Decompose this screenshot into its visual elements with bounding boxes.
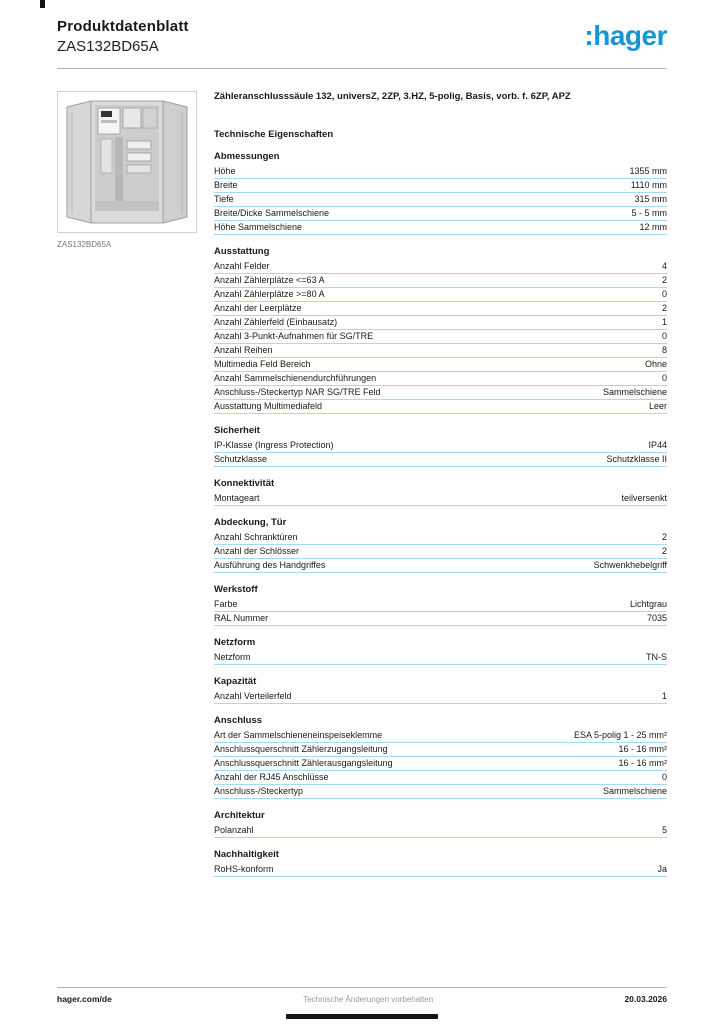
spec-value: 2 xyxy=(661,546,667,557)
section-title: Kapazität xyxy=(214,675,257,687)
spec-row xyxy=(214,598,667,612)
spec-row xyxy=(214,330,667,344)
spec-label: Polanzahl xyxy=(214,825,254,836)
product-id: ZAS132BD65A xyxy=(57,38,159,55)
spec-label: Anschlussquerschnitt Zählerzugangsleitung xyxy=(214,744,388,755)
spec-row xyxy=(214,559,667,573)
spec-row xyxy=(214,179,667,193)
spec-row xyxy=(214,757,667,771)
header-divider xyxy=(57,68,667,69)
content xyxy=(57,91,667,877)
spec-row xyxy=(214,492,667,506)
section-title: Anschluss xyxy=(214,714,263,726)
spec-value: TN-S xyxy=(646,652,667,663)
spec-row xyxy=(214,439,667,453)
spec-label: Schutzklasse xyxy=(214,454,268,465)
spec-value: 5 - 5 mm xyxy=(631,208,667,219)
spec-value: 7035 xyxy=(646,613,667,624)
spec-label: Höhe Sammelschiene xyxy=(214,222,303,233)
spec-column xyxy=(214,91,667,877)
spec-label: Breite/Dicke Sammelschiene xyxy=(214,208,330,219)
spec-value: 12 mm xyxy=(639,222,667,233)
spec-value: 16 - 16 mm² xyxy=(618,744,667,755)
image-column xyxy=(57,91,197,877)
spec-row xyxy=(214,453,667,467)
section-title: Netzform xyxy=(214,636,256,648)
spec-row xyxy=(214,165,667,179)
spec-row xyxy=(214,260,667,274)
spec-value: Lichtgrau xyxy=(629,599,667,610)
spec-value: 1110 mm xyxy=(630,180,667,191)
spec-label: Montageart xyxy=(214,493,260,504)
spec-label: Art der Sammelschieneneinspeiseklemme xyxy=(214,730,383,741)
section-title: Architektur xyxy=(214,809,265,821)
spec-row xyxy=(214,316,667,330)
spec-value: 1355 mm xyxy=(629,166,667,177)
spec-row xyxy=(214,863,667,877)
product-title: Zähleranschlusssäule 132, universZ, 2ZP, 3.HZ, 5-polig, Basis, vorb. f. 6ZP, APZ xyxy=(214,91,571,102)
footer-disclaimer: Technische Änderungen vorbehalten xyxy=(303,995,434,1004)
spec-value: 1 xyxy=(661,691,667,702)
spec-value: Sammelschiene xyxy=(602,786,667,797)
spec-value: 0 xyxy=(661,373,667,384)
spec-value: Sammelschiene xyxy=(602,387,667,398)
spec-value: Leer xyxy=(648,401,667,412)
spec-value: IP44 xyxy=(648,440,667,451)
spec-row xyxy=(214,372,667,386)
spec-label: RoHS-konform xyxy=(214,864,274,875)
spec-row xyxy=(214,771,667,785)
spec-label: Farbe xyxy=(214,599,238,610)
spec-value: Schutzklasse II xyxy=(606,454,667,465)
spec-label: Ausführung des Handgriffes xyxy=(214,560,326,571)
spec-row xyxy=(214,344,667,358)
spec-value: Schwenkhebelgriff xyxy=(593,560,667,571)
spec-value: Ja xyxy=(657,864,667,875)
spec-label: Breite xyxy=(214,180,238,191)
spec-label: Netzform xyxy=(214,652,251,663)
footer-date: 20.03.2026 xyxy=(624,994,667,1004)
spec-label: Anschluss-/Steckertyp xyxy=(214,786,304,797)
spec-label: Tiefe xyxy=(214,194,234,205)
section-title: Konnektivität xyxy=(214,477,275,489)
header xyxy=(57,18,667,55)
spec-label: Anzahl Verteilerfeld xyxy=(214,691,292,702)
spec-label: Anzahl 3-Punkt-Aufnahmen für SG/TRE xyxy=(214,331,374,342)
spec-section xyxy=(214,810,667,838)
spec-sections xyxy=(214,151,667,877)
spec-label: Anzahl der RJ45 Anschlüsse xyxy=(214,772,329,783)
spec-section xyxy=(214,584,667,626)
spec-row xyxy=(214,531,667,545)
spec-label: Anzahl Zählerplätze >=80 A xyxy=(214,289,325,300)
bottom-bar xyxy=(286,1014,438,1019)
spec-label: Anschluss-/Steckertyp NAR SG/TRE Feld xyxy=(214,387,381,398)
spec-value: teilversenkt xyxy=(621,493,667,504)
footer-row xyxy=(57,994,667,1004)
spec-section xyxy=(214,246,667,414)
crop-mark xyxy=(40,0,45,8)
spec-value: 8 xyxy=(661,345,667,356)
product-photo xyxy=(57,91,197,233)
section-title: Abmessungen xyxy=(214,150,280,162)
section-title: Sicherheit xyxy=(214,424,260,436)
spec-value: 0 xyxy=(661,772,667,783)
spec-row xyxy=(214,743,667,757)
spec-section xyxy=(214,425,667,467)
spec-label: Anzahl Felder xyxy=(214,261,270,272)
spec-row xyxy=(214,785,667,799)
spec-label: Anzahl Reihen xyxy=(214,345,273,356)
spec-label: Anschlussquerschnitt Zählerausgangsleitung xyxy=(214,758,393,769)
spec-label: Anzahl Schranktüren xyxy=(214,532,298,543)
spec-row xyxy=(214,545,667,559)
spec-label: RAL Nummer xyxy=(214,613,269,624)
spec-section xyxy=(214,849,667,877)
spec-row xyxy=(214,274,667,288)
spec-row xyxy=(214,612,667,626)
spec-row xyxy=(214,824,667,838)
section-title: Ausstattung xyxy=(214,245,270,257)
spec-row xyxy=(214,690,667,704)
spec-value: 2 xyxy=(661,532,667,543)
section-title: Werkstoff xyxy=(214,583,258,595)
spec-row xyxy=(214,729,667,743)
spec-row xyxy=(214,221,667,235)
spec-value: 16 - 16 mm² xyxy=(618,758,667,769)
spec-value: 4 xyxy=(661,261,667,272)
spec-row xyxy=(214,302,667,316)
spec-label: Anzahl der Leerplätze xyxy=(214,303,302,314)
spec-value: 0 xyxy=(661,289,667,300)
spec-value: Ohne xyxy=(644,359,667,370)
spec-section xyxy=(214,151,667,235)
footer-divider xyxy=(57,987,667,988)
spec-label: Anzahl Sammelschienendurchführungen xyxy=(214,373,377,384)
cabinet-illustration xyxy=(58,92,196,232)
tech-properties-heading: Technische Eigenschaften xyxy=(214,128,334,140)
hager-logo: :hager xyxy=(584,20,667,51)
spec-section xyxy=(214,478,667,506)
spec-row xyxy=(214,193,667,207)
spec-row xyxy=(214,358,667,372)
spec-section xyxy=(214,517,667,573)
spec-row xyxy=(214,651,667,665)
spec-label: Ausstattung Multimediafeld xyxy=(214,401,323,412)
spec-value: 2 xyxy=(661,275,667,286)
spec-section xyxy=(214,637,667,665)
photo-caption: ZAS132BD65A xyxy=(57,240,112,249)
doc-type-title: Produktdatenblatt xyxy=(57,18,189,35)
spec-row xyxy=(214,288,667,302)
spec-value: 0 xyxy=(661,331,667,342)
spec-value: 2 xyxy=(661,303,667,314)
section-title: Abdeckung, Tür xyxy=(214,516,287,528)
spec-section xyxy=(214,676,667,704)
spec-value: ESA 5-polig 1 - 25 mm² xyxy=(573,730,667,741)
spec-value: 315 mm xyxy=(634,194,667,205)
spec-value: 5 xyxy=(661,825,667,836)
footer-website: hager.com/de xyxy=(57,994,112,1004)
spec-label: Höhe xyxy=(214,166,236,177)
spec-row xyxy=(214,386,667,400)
spec-row xyxy=(214,207,667,221)
spec-label: IP-Klasse (Ingress Protection) xyxy=(214,440,334,451)
header-titles xyxy=(57,18,189,55)
footer xyxy=(57,987,667,1004)
spec-section xyxy=(214,715,667,799)
spec-label: Multimedia Feld Bereich xyxy=(214,359,311,370)
spec-label: Anzahl Zählerplätze <=63 A xyxy=(214,275,325,286)
spec-label: Anzahl Zählerfeld (Einbausatz) xyxy=(214,317,338,328)
spec-label: Anzahl der Schlösser xyxy=(214,546,300,557)
section-title: Nachhaltigkeit xyxy=(214,848,279,860)
spec-row xyxy=(214,400,667,414)
spec-value: 1 xyxy=(661,317,667,328)
